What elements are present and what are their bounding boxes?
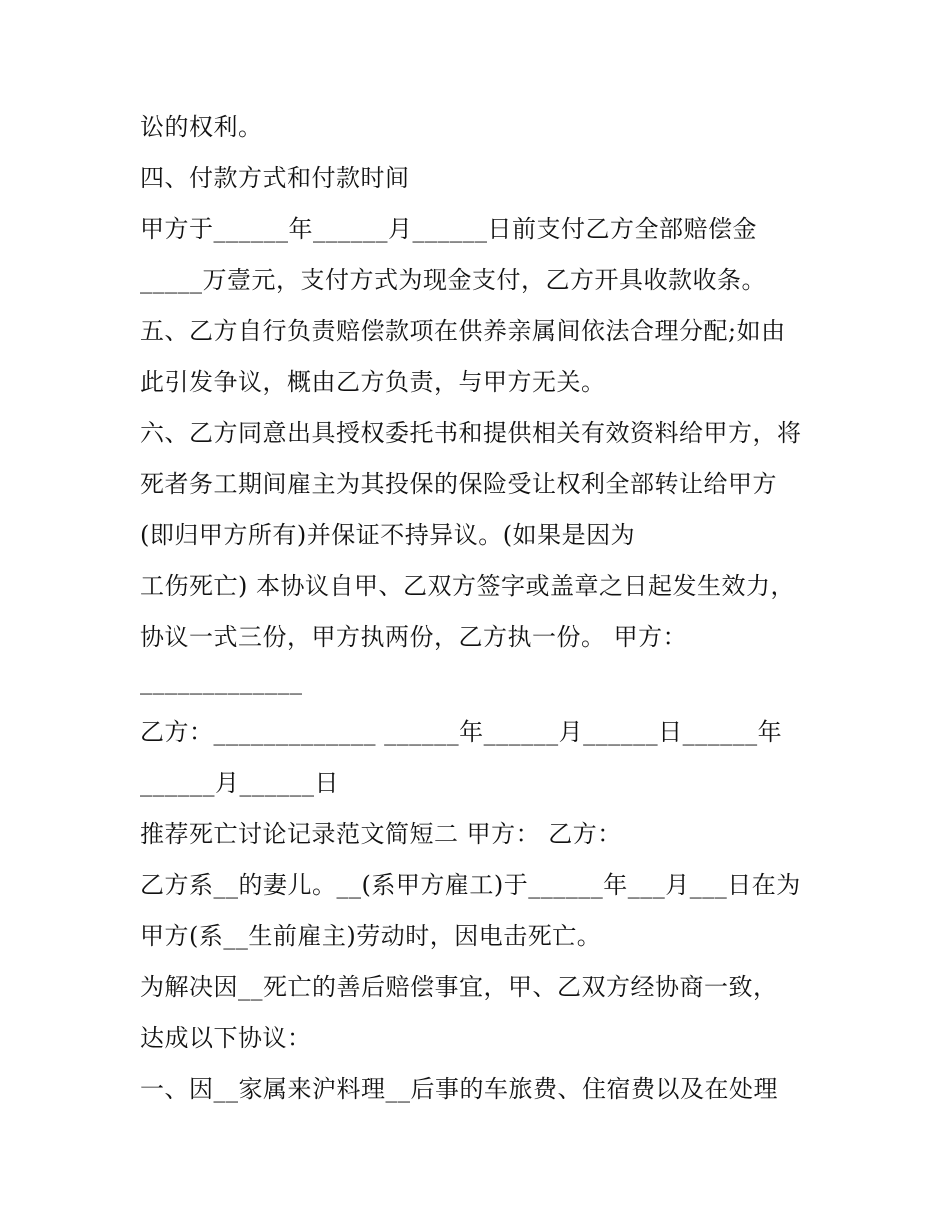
- text-line-3: 甲方于______年______月______日前支付乙方全部赔偿金: [140, 215, 757, 243]
- text-line-13: 乙方：_____________ ______年______月______日______年: [140, 718, 783, 746]
- text-line-1: 讼的权利。: [140, 113, 263, 141]
- text-line-8: 死者务工期间雇主为其投保的保险受让权利全部转让给甲方: [140, 470, 777, 498]
- text-line-19: 达成以下协议：: [140, 1024, 312, 1052]
- section-heading-4: 四、付款方式和付款时间: [140, 164, 410, 192]
- text-line-18: 为解决因__死亡的善后赔偿事宜，甲、乙双方经协商一致，: [140, 973, 778, 1001]
- text-line-15: 推荐死亡讨论记录范文简短二 甲方： 乙方：: [140, 820, 622, 848]
- text-line-20: 一、因__家属来沪料理__后事的车旅费、住宿费以及在处理: [140, 1075, 778, 1103]
- text-line-16: 乙方系__的妻儿。__(系甲方雇工)于______年___月___日在为: [140, 871, 801, 899]
- text-line-4: _____万壹元，支付方式为现金支付，乙方开具收款收条。: [140, 266, 766, 294]
- text-line-7: 六、乙方同意出具授权委托书和提供相关有效资料给甲方，将: [140, 419, 802, 447]
- text-line-5: 五、乙方自行负责赔偿款项在供养亲属间依法合理分配;如由: [140, 317, 786, 345]
- text-line-17: 甲方(系__生前雇主)劳动时，因电击死亡。: [140, 922, 602, 950]
- text-line-6: 此引发争议，概由乙方负责，与甲方无关。: [140, 368, 606, 396]
- signature-line-party-a: _____________: [140, 667, 303, 695]
- text-line-10: 工伤死亡) 本协议自甲、乙双方签字或盖章之日起发生效力，: [140, 572, 795, 600]
- text-line-14: ______月______日: [140, 769, 339, 797]
- text-line-9: (即归甲方所有)并保证不持异议。(如果是因为: [140, 521, 636, 549]
- text-line-11: 协议一式三份，甲方执两份，乙方执一份。 甲方：: [140, 623, 688, 651]
